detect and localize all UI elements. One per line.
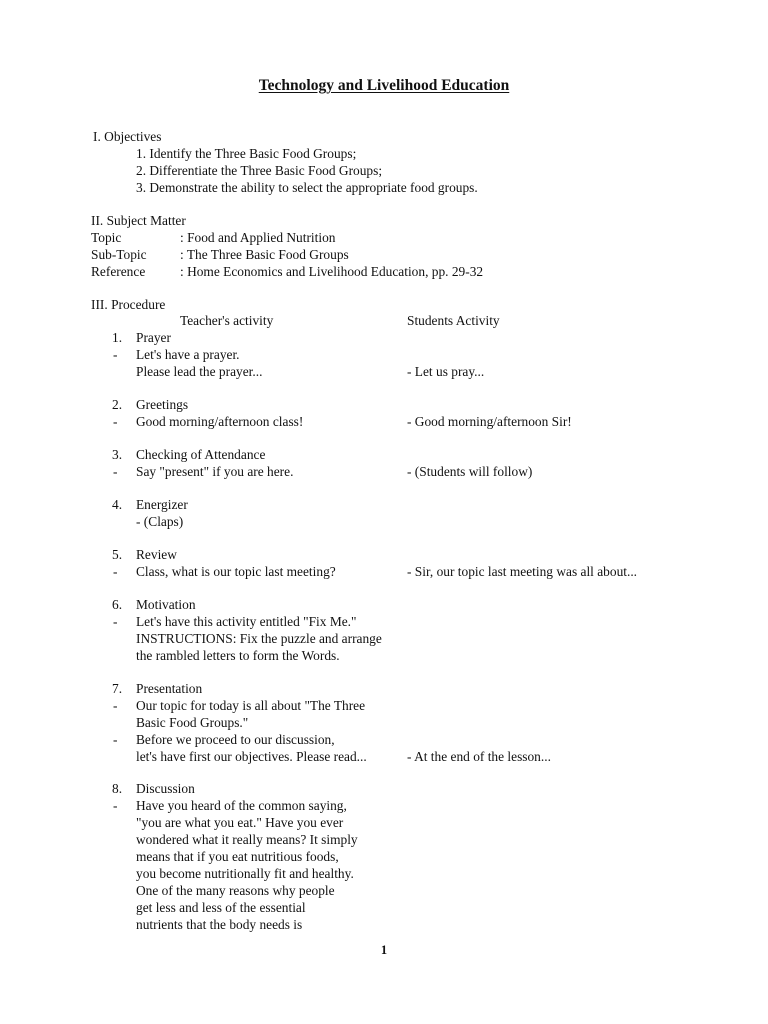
step-number: 2. <box>112 397 123 412</box>
teacher-activity-line: Before we proceed to our discussion, <box>136 732 335 747</box>
objectives-heading: I. Objectives <box>93 129 162 144</box>
reference-label: Reference <box>91 264 146 279</box>
teacher-activity-line: Say "present" if you are here. <box>136 464 294 479</box>
step-number: 7. <box>112 681 123 696</box>
step-title: Presentation <box>136 681 203 696</box>
bullet-dash: - <box>113 564 118 579</box>
teacher-column-header: Teacher's activity <box>180 313 274 328</box>
bullet-dash: - <box>113 414 118 429</box>
step-number: 4. <box>112 497 123 512</box>
bullet-dash: - <box>113 464 118 479</box>
subtopic-label: Sub-Topic <box>91 247 147 262</box>
bullet-dash: - <box>113 732 118 747</box>
teacher-activity-line: Let's have this activity entitled "Fix Me." <box>136 614 357 629</box>
teacher-activity-line: INSTRUCTIONS: Fix the puzzle and arrange <box>136 631 382 646</box>
teacher-activity-line: - (Claps) <box>136 514 184 529</box>
student-activity-line: - Good morning/afternoon Sir! <box>407 414 572 429</box>
student-activity-line: - At the end of the lesson... <box>407 749 551 764</box>
bullet-dash: - <box>113 347 118 362</box>
teacher-activity-line: get less and less of the essential <box>136 900 306 915</box>
topic-value: : Food and Applied Nutrition <box>180 230 336 245</box>
teacher-activity-line: One of the many reasons why people <box>136 883 335 898</box>
step-title: Greetings <box>136 397 189 412</box>
step-number: 3. <box>112 447 123 462</box>
objective-item: 1. Identify the Three Basic Food Groups; <box>136 146 357 161</box>
objective-item: 3. Demonstrate the ability to select the appropriate food groups. <box>136 180 478 195</box>
student-activity-line: - Let us pray... <box>407 364 485 379</box>
step-number: 8. <box>112 781 123 796</box>
step-title: Checking of Attendance <box>136 447 266 462</box>
teacher-activity-line: let's have first our objectives. Please read... <box>136 749 367 764</box>
step-title: Energizer <box>136 497 188 512</box>
procedure-heading: III. Procedure <box>91 297 166 312</box>
subtopic-value: : The Three Basic Food Groups <box>180 247 349 262</box>
step-title: Review <box>136 547 177 562</box>
teacher-activity-line: you become nutritionally fit and healthy. <box>136 866 354 881</box>
teacher-activity-line: Class, what is our topic last meeting? <box>136 564 336 579</box>
document-title <box>0 77 768 95</box>
teacher-activity-line: the rambled letters to form the Words. <box>136 648 340 663</box>
reference-value: : Home Economics and Livelihood Education, pp. 29-32 <box>180 264 484 279</box>
teacher-activity-line: means that if you eat nutritious foods, <box>136 849 339 864</box>
teacher-activity-line: nutrients that the body needs is <box>136 917 303 932</box>
teacher-activity-line: Good morning/afternoon class! <box>136 414 304 429</box>
objective-item: 2. Differentiate the Three Basic Food Groups; <box>136 163 383 178</box>
bullet-dash: - <box>113 698 118 713</box>
teacher-activity-line: Basic Food Groups." <box>136 715 249 730</box>
step-number: 6. <box>112 597 123 612</box>
step-title: Motivation <box>136 597 196 612</box>
teacher-activity-line: Please lead the prayer... <box>136 364 263 379</box>
bullet-dash: - <box>113 798 118 813</box>
step-number: 1. <box>112 330 123 345</box>
teacher-activity-line: "you are what you eat." Have you ever <box>136 815 344 830</box>
topic-label: Topic <box>91 230 122 245</box>
teacher-activity-line: Have you heard of the common saying, <box>136 798 347 813</box>
page-number: 1 <box>380 943 388 957</box>
step-title: Prayer <box>136 330 171 345</box>
teacher-activity-line: Our topic for today is all about "The Three <box>136 698 366 713</box>
step-title: Discussion <box>136 781 195 796</box>
student-activity-line: - (Students will follow) <box>407 464 533 479</box>
subject-matter-heading: II. Subject Matter <box>91 213 186 228</box>
student-column-header: Students Activity <box>407 313 500 328</box>
teacher-activity-line: wondered what it really means? It simply <box>136 832 358 847</box>
step-number: 5. <box>112 547 123 562</box>
student-activity-line: - Sir, our topic last meeting was all about... <box>407 564 638 579</box>
teacher-activity-line: Let's have a prayer. <box>136 347 240 362</box>
bullet-dash: - <box>113 614 118 629</box>
document-title-text: Technology and Livelihood Education <box>258 77 510 94</box>
